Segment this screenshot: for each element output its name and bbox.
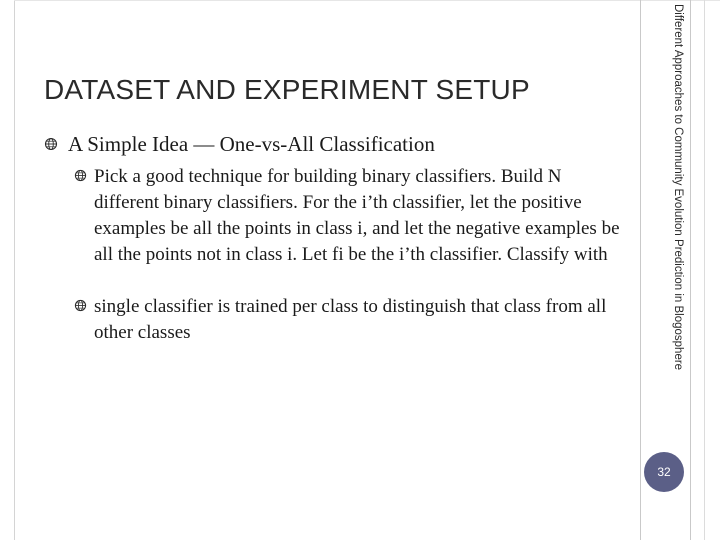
- frame-left-line: [14, 0, 15, 540]
- bullet-level1-text: A Simple Idea — One-vs-All Classification: [68, 132, 435, 156]
- sidebar-rule-left: [640, 0, 641, 540]
- page-number-badge: 32: [644, 452, 684, 492]
- sidebar-rule-right: [704, 0, 705, 540]
- bullet-level2-text: single classifier is trained per class to distinguish that class from all other classes: [94, 296, 607, 343]
- sidebar-rule-middle: [690, 0, 691, 540]
- bullet-level2-text: Pick a good technique for building binary classifiers. Build N different binary classifiers. For the i’th classifier, let the positive examples be all the points in class i, and let the negative examples be all the points not in class i. Let fi be the i’th classifier. Classify with: [94, 166, 620, 265]
- slide-title: DATASET AND EXPERIMENT SETUP: [44, 74, 530, 105]
- sidebar-presentation-title: Different Approaches to Community Evolution Prediction in Blogosphere: [672, 4, 684, 371]
- globe-bullet-icon: [44, 137, 58, 151]
- frame-top-line: [14, 0, 720, 1]
- globe-bullet-icon: [74, 169, 87, 182]
- globe-bullet-icon: [74, 299, 87, 312]
